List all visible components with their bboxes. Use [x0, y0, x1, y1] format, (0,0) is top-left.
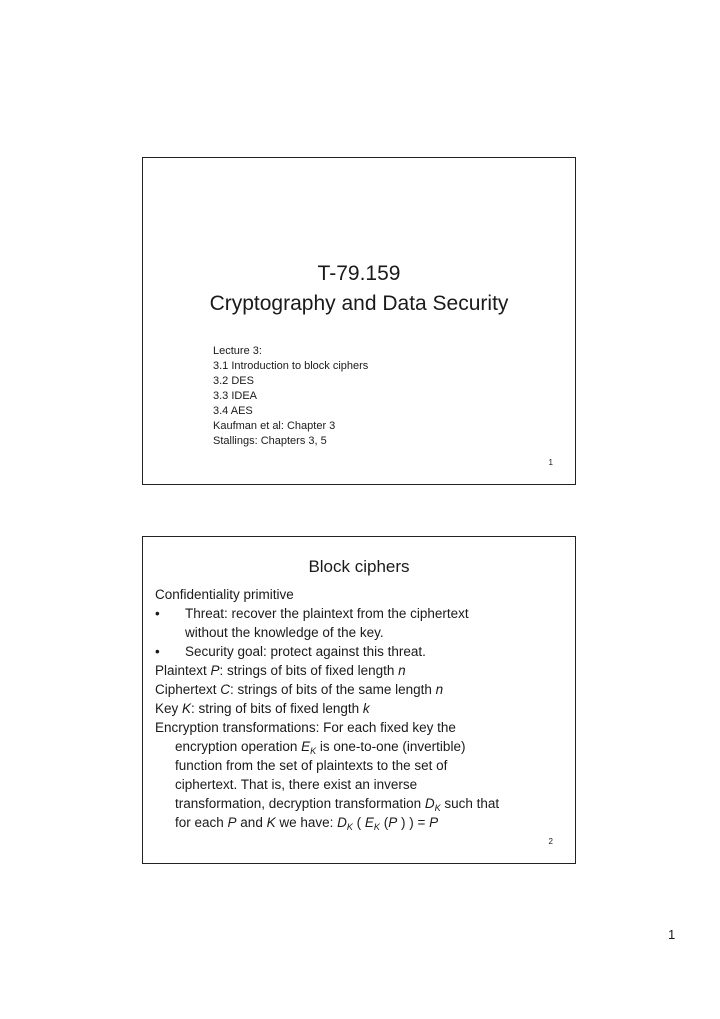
text: we have: — [275, 815, 338, 830]
var: P — [429, 815, 439, 830]
label: Key — [155, 701, 183, 716]
slide-2-title: Block ciphers — [308, 557, 410, 576]
ciphertext-definition — [155, 680, 565, 699]
encryption-definition-line: Encryption transformations: For each fixed key the — [155, 720, 456, 735]
var: E — [301, 739, 311, 754]
text: and — [236, 815, 267, 830]
lecture-item: Lecture 3: — [213, 345, 262, 357]
var: P — [227, 815, 237, 830]
slide-1-title — [143, 259, 575, 319]
subscript: K — [310, 746, 317, 756]
var: P — [388, 815, 398, 830]
lecture-item: Stallings: Chapters 3, 5 — [213, 435, 327, 447]
bullet-text: Threat: recover the plaintext from the ciphertext — [185, 606, 469, 621]
text: : strings of bits of fixed length — [219, 663, 399, 678]
var: K — [182, 701, 192, 716]
encryption-definition-line — [155, 794, 565, 813]
var: C — [220, 682, 231, 697]
key-definition — [155, 699, 565, 718]
var: K — [266, 815, 276, 830]
slide-2-body — [155, 585, 565, 832]
label: Plaintext — [155, 663, 211, 678]
encryption-definition-line: function from the set of plaintexts to the set of — [175, 758, 448, 773]
lecture-item: 3.1 Introduction to block ciphers — [213, 360, 369, 372]
course-code: T-79.159 — [317, 262, 401, 285]
text: is one-to-one (invertible) — [316, 739, 466, 754]
bullet-item — [155, 642, 565, 661]
bullet-dot: • — [155, 606, 160, 621]
label: Ciphertext — [155, 682, 221, 697]
bullet-text: Security goal: protect against this threat. — [185, 644, 426, 659]
text: transformation, decryption transformation — [175, 796, 425, 811]
text: : string of bits of fixed length — [191, 701, 363, 716]
lecture-item: 3.4 AES — [213, 405, 253, 417]
text: ( — [379, 815, 389, 830]
bullet-dot: • — [155, 644, 160, 659]
slide-1 — [142, 157, 576, 485]
lecture-contents — [213, 344, 368, 449]
slide-number: 2 — [548, 837, 553, 846]
var: D — [424, 796, 435, 811]
text: : strings of bits of the same length — [230, 682, 436, 697]
lecture-item: 3.2 DES — [213, 375, 254, 387]
var: n — [398, 663, 406, 678]
var: n — [435, 682, 444, 697]
text: for each — [175, 815, 228, 830]
intro-line: Confidentiality primitive — [155, 587, 294, 602]
var: P — [210, 663, 220, 678]
text: ) ) = — [397, 815, 430, 830]
slide-number: 1 — [548, 458, 553, 467]
subscript: K — [346, 822, 353, 832]
page-number: 1 — [668, 927, 676, 942]
lecture-item: 3.3 IDEA — [213, 390, 258, 402]
course-title: Cryptography and Data Security — [209, 292, 509, 315]
encryption-definition-line — [155, 737, 565, 756]
encryption-formula-line — [155, 813, 565, 832]
encryption-definition-line: ciphertext. That is, there exist an inverse — [175, 777, 418, 792]
bullet-continuation: without the knowledge of the key. — [185, 625, 384, 640]
slide-2 — [142, 536, 576, 864]
var: E — [364, 815, 374, 830]
plaintext-definition — [155, 661, 565, 680]
text: encryption operation — [175, 739, 302, 754]
text: ( — [352, 815, 365, 830]
subscript: K — [373, 822, 380, 832]
bullet-item — [155, 604, 565, 623]
var: D — [337, 815, 347, 830]
lecture-item: Kaufman et al: Chapter 3 — [213, 420, 336, 432]
text: such that — [440, 796, 500, 811]
subscript: K — [434, 803, 441, 813]
var: k — [362, 701, 370, 716]
